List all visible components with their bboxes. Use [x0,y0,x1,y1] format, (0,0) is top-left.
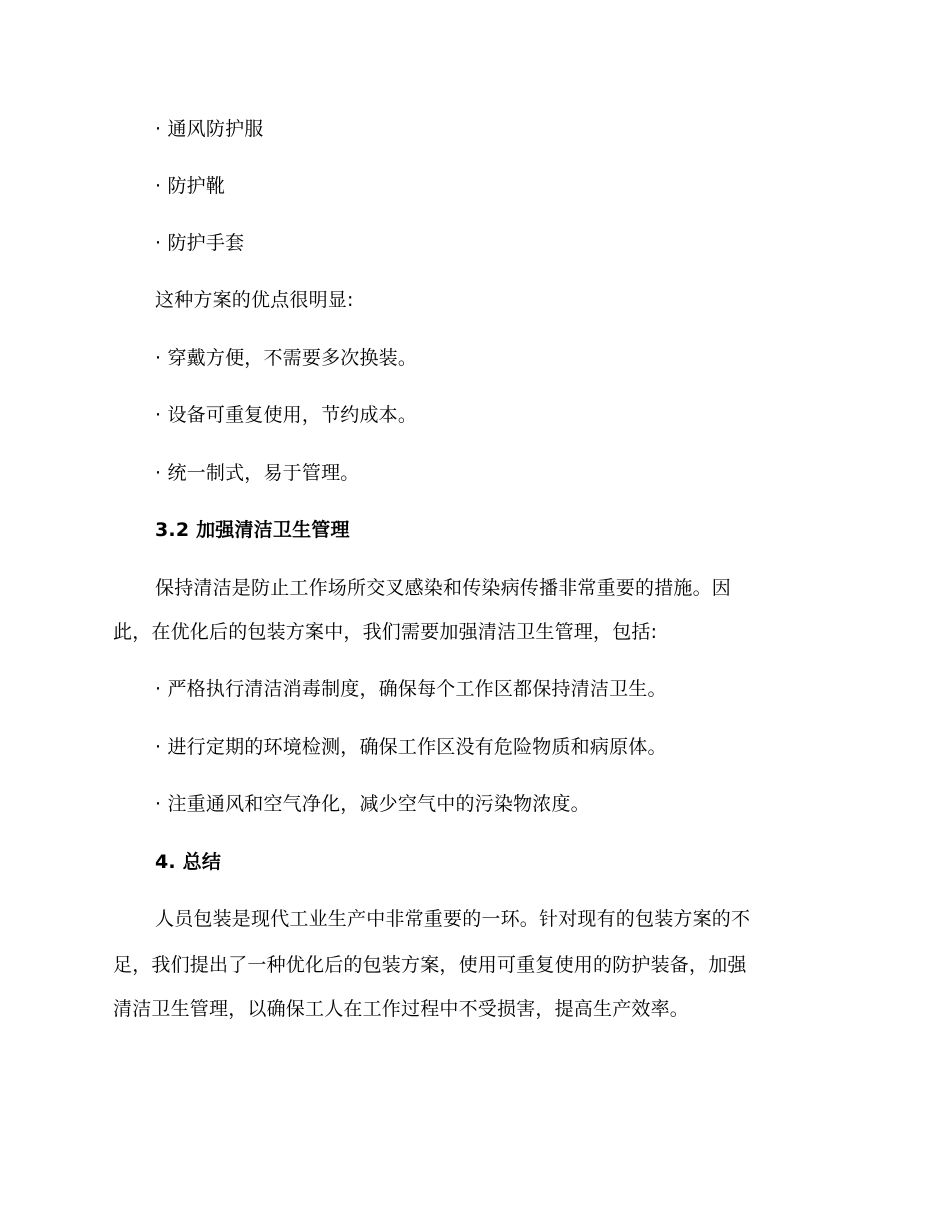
list-item: · 统一制式，易于管理。 [155,462,360,484]
advantages-intro: 这种方案的优点很明显: [155,289,354,311]
list-item: · 穿戴方便，不需要多次换装。 [155,347,418,369]
section-heading: 4. 总结 [155,851,222,873]
list-item: · 通风防护服 [155,118,264,140]
paragraph-line: 足，我们提出了一种优化后的包装方案，使用可重复使用的防护装备，加强 [113,954,747,976]
paragraph-line: 保持清洁是防止工作场所交叉感染和传染病传播非常重要的措施。因 [155,577,732,599]
paragraph-line: 清洁卫生管理，以确保工人在工作过程中不受损害，提高生产效率。 [113,998,690,1020]
paragraph-line: 此，在优化后的包装方案中，我们需要加强清洁卫生管理，包括: [113,621,658,643]
list-item: · 防护手套 [155,232,245,254]
list-item: · 严格执行清洁消毒制度，确保每个工作区都保持清洁卫生。 [155,678,667,700]
section-heading: 3.2 加强清洁卫生管理 [155,519,350,541]
list-item: · 设备可重复使用，节约成本。 [155,404,418,426]
paragraph-line: 人员包装是现代工业生产中非常重要的一环。针对现有的包装方案的不 [155,908,751,930]
list-item: · 进行定期的环境检测，确保工作区没有危险物质和病原体。 [155,736,667,758]
list-item: · 注重通风和空气净化，减少空气中的污染物浓度。 [155,793,590,815]
list-item: · 防护靴 [155,175,226,197]
